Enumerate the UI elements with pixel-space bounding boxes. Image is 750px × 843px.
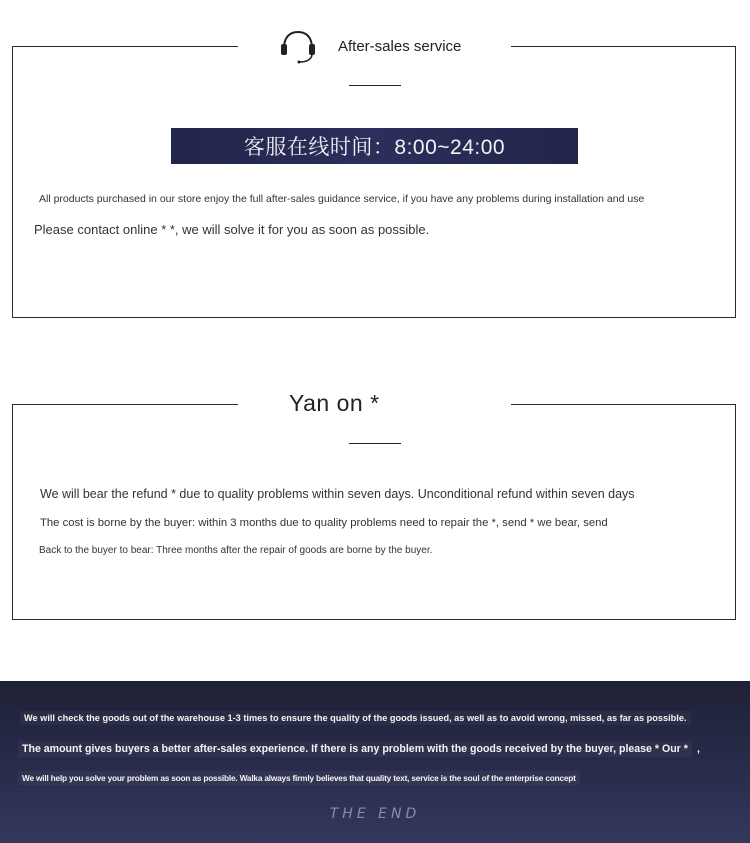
footer-text-1: We will check the goods out of the warehouse 1-3 times to ensure the quality of the goods issued, as well as to avoid wrong, missed, as far as possible. [20, 711, 691, 725]
after-sales-text-2: Please contact online * *, we will solve it for you as soon as possible. [34, 222, 430, 237]
policy-text-3: Back to the buyer to bear: Three months after the repair of goods are borne by the buyer. [39, 545, 433, 556]
after-sales-text-1: All products purchased in our store enjoy the full after-sales guidance service, if you have any problems during installation and use [39, 193, 645, 205]
footer-text-2-tail: , [697, 743, 700, 755]
footer-text-2: The amount gives buyers a better after-sales experience. If there is any problem with the goods received by the buyer, please * Our * [18, 741, 692, 757]
policy-text-1: We will bear the refund * due to quality problems within seven days. Unconditional refund within seven days [40, 487, 635, 501]
policy-text-2: The cost is borne by the buyer: within 3 months due to quality problems need to repair the *, send * we bear, send [40, 517, 608, 529]
service-hours-banner: 客服在线时间：8:00~24:00 [171, 128, 578, 164]
after-sales-section [12, 46, 736, 318]
headset-icon [278, 28, 318, 64]
policy-section [12, 404, 736, 620]
the-end-label: THE END [329, 806, 421, 822]
after-sales-title: After-sales service [338, 37, 462, 55]
policy-title: Yan on * [289, 390, 380, 416]
policy-title-underline [349, 443, 401, 444]
after-sales-heading [278, 28, 461, 64]
footer-text-3: We will help you solve your problem as soon as possible. Walka always firmly believes that quality text, service is the soul of the enterprise concept [18, 771, 580, 785]
after-sales-title-underline [349, 85, 401, 86]
